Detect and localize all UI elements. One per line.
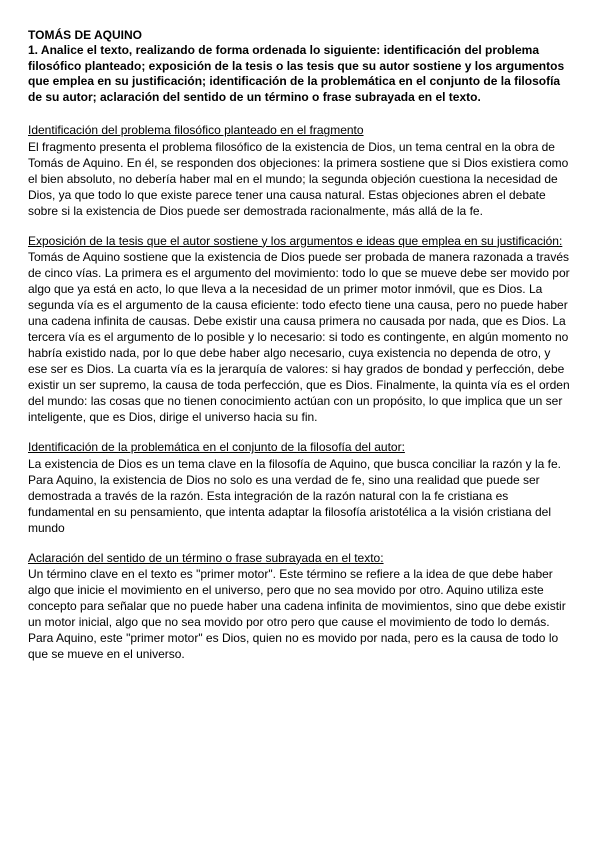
section-heading: Identificación del problema filosófico planteado en el fragmento xyxy=(28,123,364,137)
section-heading: Identificación de la problemática en el conjunto de la filosofía del autor: xyxy=(28,440,405,454)
document-title: TOMÁS DE AQUINO xyxy=(28,28,143,42)
section-body: El fragmento presenta el problema filosófico de la existencia de Dios, un tema central en la obra de Tomás de Aquino. En él, se responden dos objeciones: la primera sostiene que si Dios existiera como el bien absoluto, no debería haber mal en el mundo; la segunda objeción cuestiona la necesidad de Dios, ya que todo lo que existe parece tener una causa natural. Estas objeciones abren el debate sobre si la existencia de Dios puede ser demostrada racionalmente, más allá de la fe. xyxy=(28,139,569,218)
section-body: Un término clave en el texto es "primer motor". Este término se refiere a la idea de que debe haber algo que inicie el movimiento en el universo, pero que no sea movido por otro. Aquino utiliza este concepto para señalar que no puede haber una cadena infinita de movimientos, sino que debe existir un motor inicial, algo que no sea movido por otro pero que cause el movimiento de todo lo demás. Para Aquino, este "primer motor" es Dios, quien no es movido por nada, pero es la causa de todo lo que se mueve en el universo. xyxy=(28,567,566,661)
section-body: La existencia de Dios es un tema clave en la filosofía de Aquino, que busca conciliar la razón y la fe. Para Aquino, la existencia de Dios no solo es una verdad de fe, sino una realidad que puede ser demostrada a través de la razón. Esta integración de la razón natural con la fe cristiana es fundamental en su pensamiento, que intenta adaptar la filosofía aristotélica a la visión cristiana del mundo xyxy=(28,456,561,535)
section-heading: Aclaración del sentido de un término o frase subrayada en el texto: xyxy=(28,550,384,565)
section-thesis xyxy=(28,234,572,426)
section-body: Tomás de Aquino sostiene que la existencia de Dios puede ser probada de manera razonada a través de cinco vías. La primera es el argumento del movimiento: todo lo que se mueve debe ser movido por algo que ya está en acto, lo que lleva a la necesidad de un primer motor inmóvil, que es Dios. La segunda vía es el argumento de la causa eficiente: todo efecto tiene una causa, pero no puede haber una cadena infinita de causas. Debe existir una causa primera no causada por nada, que es Dios. La tercera vía es el argumento de lo posible y lo necesario: si todo es contingente, en algún momento no habría existido nada, por lo que debe haber algo necesario, cuya existencia no dependa de otro, y ese ser es Dios. La cuarta vía es la jerarquía de valores: si hay grados de bondad y perfección, debe existir un ser supremo, la causa de toda perfección, que es Dios. Finalmente, la quinta vía es el orden del mundo: las cosas que no tienen conocimiento actúan con un propósito, lo que implica que un ser inteligente, que es Dios, dirige el universo hacia su fin. xyxy=(28,250,570,424)
section-problematic xyxy=(28,440,572,536)
section-heading: Exposición de la tesis que el autor sostiene y los argumentos e ideas que emplea en su justificación: xyxy=(28,233,563,248)
section-term xyxy=(28,551,572,663)
question-prompt: 1. Analice el texto, realizando de forma ordenada lo siguiente: identificación del problema filosófico planteado; exposición de la tesis o las tesis que su autor sostiene y los argumentos que emplea en su justificación; identificación de la problemática en el conjunto de la filosofía de su autor; aclaración del sentido de un término o frase subrayada en el texto. xyxy=(28,43,565,104)
section-problem xyxy=(28,123,572,219)
